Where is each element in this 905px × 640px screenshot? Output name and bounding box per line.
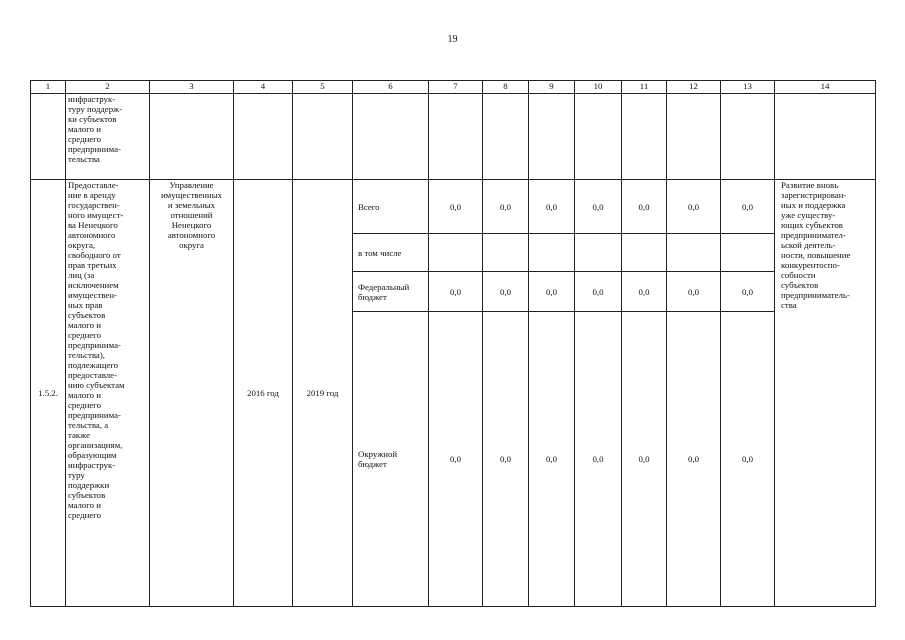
- cell-empty: [622, 94, 667, 180]
- funding-value: 0,0: [721, 312, 775, 607]
- page-number: 19: [447, 34, 458, 45]
- end-year: 2019 год: [293, 180, 353, 607]
- cell-empty: [483, 94, 529, 180]
- funding-value: 0,0: [483, 272, 529, 312]
- cell-empty: [775, 94, 876, 180]
- funding-value: [483, 234, 529, 272]
- column-number: 8: [483, 81, 529, 94]
- funding-value: 0,0: [622, 312, 667, 607]
- funding-value: [622, 234, 667, 272]
- cell-empty: [721, 94, 775, 180]
- funding-value: 0,0: [429, 272, 483, 312]
- column-number: 4: [234, 81, 293, 94]
- column-number: 11: [622, 81, 667, 94]
- expected-result: Развитие вновь зарегистрирован- ных и поддержка уже существу- ющих субъектов предпринимател- ьской деятель- ности, повышение конкурентоспо- собности субъектов предприниматель- ства: [775, 180, 876, 607]
- funding-value: [429, 234, 483, 272]
- funding-value: 0,0: [529, 272, 575, 312]
- funding-value: 0,0: [575, 180, 622, 234]
- column-number: 7: [429, 81, 483, 94]
- funding-value: 0,0: [429, 312, 483, 607]
- cell-empty: [293, 94, 353, 180]
- column-number: 3: [150, 81, 234, 94]
- column-number: 6: [353, 81, 429, 94]
- table-row-total: [31, 180, 876, 234]
- column-number: 10: [575, 81, 622, 94]
- funding-value: 0,0: [483, 312, 529, 607]
- financing-table: [30, 80, 876, 607]
- column-number: 13: [721, 81, 775, 94]
- table-row-continued: [31, 94, 876, 180]
- funding-source-label: Всего: [353, 180, 429, 234]
- cell-empty: [150, 94, 234, 180]
- funding-value: 0,0: [622, 272, 667, 312]
- cell-empty: [429, 94, 483, 180]
- cell-empty: [234, 94, 293, 180]
- funding-value: 0,0: [667, 180, 721, 234]
- funding-value: [721, 234, 775, 272]
- cell-empty: [31, 94, 66, 180]
- funding-value: 0,0: [667, 272, 721, 312]
- funding-value: 0,0: [721, 180, 775, 234]
- cell-empty: [353, 94, 429, 180]
- funding-source-label: Федеральный бюджет: [353, 272, 429, 312]
- funding-value: 0,0: [667, 312, 721, 607]
- measure-name: Предоставле- ние в аренду государствен- ного имущест- ва Ненецкого автономного округа, свободного от прав третьих лиц (за исключением имуществен- ных прав субъектов малого и среднего предпринима- тельства), подлежащего предоставле- нию субъектам малого и среднего предпринима- тельства, а также организациям, образующим инфраструк- туру поддержки субъектов малого и среднего: [66, 180, 150, 607]
- cell-empty: [575, 94, 622, 180]
- funding-value: 0,0: [529, 312, 575, 607]
- measure-name-continued: инфраструк- туру поддерж- ки субъектов малого и среднего предпринима- тельства: [66, 94, 150, 180]
- funding-value: [575, 234, 622, 272]
- funding-value: [667, 234, 721, 272]
- cell-empty: [529, 94, 575, 180]
- funding-value: 0,0: [483, 180, 529, 234]
- funding-value: 0,0: [575, 312, 622, 607]
- column-number: 5: [293, 81, 353, 94]
- start-year: 2016 год: [234, 180, 293, 607]
- cell-empty: [667, 94, 721, 180]
- funding-value: [529, 234, 575, 272]
- funding-value: 0,0: [429, 180, 483, 234]
- measure-code: 1.5.2.: [31, 180, 66, 607]
- column-number: 2: [66, 81, 150, 94]
- column-number: 1: [31, 81, 66, 94]
- column-number: 9: [529, 81, 575, 94]
- funding-source-label: Окружной бюджет: [353, 312, 429, 607]
- column-number: 14: [775, 81, 876, 94]
- funding-value: 0,0: [622, 180, 667, 234]
- funding-value: 0,0: [721, 272, 775, 312]
- executor: Управление имущественных и земельных отношений Ненецкого автономного округа: [150, 180, 234, 607]
- funding-value: 0,0: [529, 180, 575, 234]
- column-number-row: [31, 81, 876, 94]
- column-number: 12: [667, 81, 721, 94]
- funding-source-label: в том числе: [353, 234, 429, 272]
- funding-value: 0,0: [575, 272, 622, 312]
